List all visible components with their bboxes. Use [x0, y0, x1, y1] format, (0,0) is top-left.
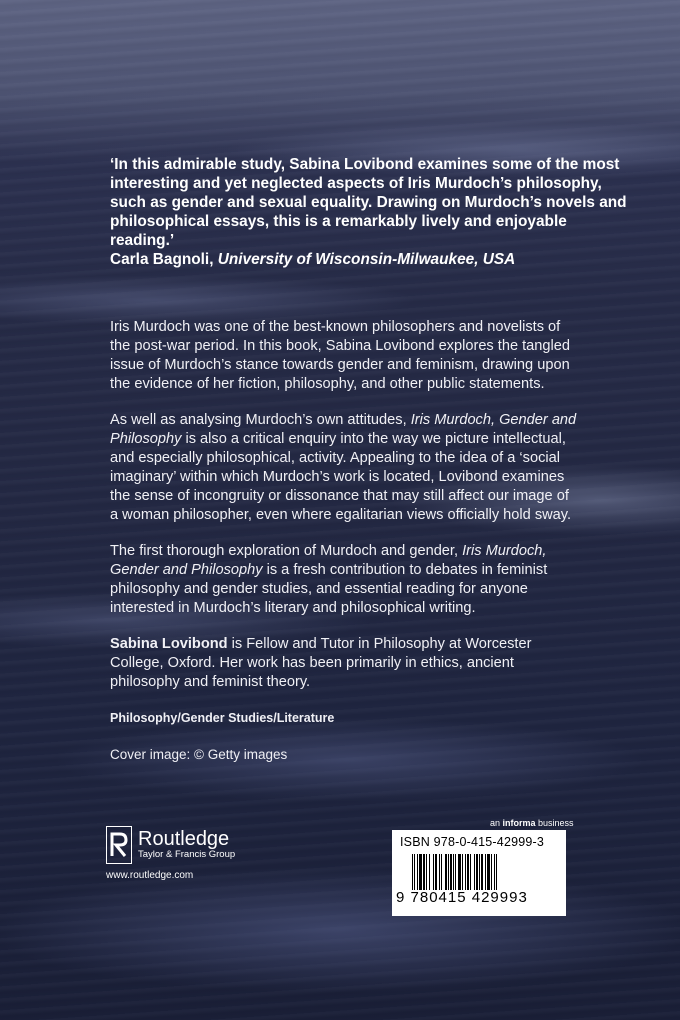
informa-prefix: an [490, 818, 503, 828]
barcode-digits: 9 780415 429993 [396, 889, 528, 906]
publisher-block [106, 826, 246, 881]
book-title: Iris Murdoch, Gender and Philosophy [110, 543, 547, 578]
book-title: Iris Murdoch, Gender and Philosophy [110, 412, 577, 447]
publisher-logo [106, 826, 246, 864]
publisher-url: www.routledge.com [106, 870, 194, 881]
blurb-text: is also a critical enquiry into the way we picture intellectual, and especially philosophical, activity. Appealing to the idea of a ‘social imaginary’ within which Murdoch’s work is located, Lovibond examines the sense of incongruity or dissonance that may still affect our image of a woman philosopher, even where egalitarian views officially hold sway. [110, 431, 572, 523]
isbn-text: ISBN 978-0-415-42999-3 [400, 835, 545, 849]
informa-tagline [490, 818, 574, 828]
informa-suffix: business [535, 818, 574, 828]
informa-brand: informa [502, 818, 536, 828]
endorsement-quote [110, 155, 630, 269]
publisher-name: Routledge [138, 828, 230, 850]
blurb-paragraph-1: Iris Murdoch was one of the best-known philosophers and novelists of the post-war period. In this book, Sabina Lovibond explores the tangled issue of Murdoch’s stance towards gender and feminism, drawing upon the evidence of her fiction, philosophy, and other public statements. [110, 319, 571, 392]
publisher-group: Taylor & Francis Group [138, 849, 236, 860]
cover-credit: Cover image: © Getty images [110, 747, 288, 762]
blurb [110, 318, 580, 781]
quote-author: Carla Bagnoli, [110, 251, 218, 268]
blurb-paragraph-3 [110, 542, 580, 618]
subject-categories: Philosophy/Gender Studies/Literature [110, 711, 335, 725]
author-name: Sabina Lovibond [110, 636, 228, 652]
blurb-text: As well as analysing Murdoch’s own attitudes, [110, 412, 411, 428]
blurb-paragraph-2 [110, 411, 580, 525]
barcode-bars [412, 854, 548, 890]
routledge-logo-icon [106, 826, 132, 864]
isbn-barcode [392, 830, 566, 916]
blurb-text: The first thorough exploration of Murdoch and gender, [110, 543, 463, 559]
quote-affiliation: University of Wisconsin-Milwaukee, USA [217, 251, 516, 268]
author-bio-text: is Fellow and Tutor in Philosophy at Worcester College, Oxford. Her work has been primarily in ethics, ancient philosophy and feminist theory. [110, 636, 532, 690]
quote-attribution [110, 250, 630, 269]
quote-text: ‘In this admirable study, Sabina Lovibond examines some of the most interesting and yet neglected aspects of Iris Murdoch’s philosophy, such as gender and sexual equality. Drawing on Murdoch’s novels and philosophical essays, this is a remarkably lively and enjoyable reading.’ [110, 156, 627, 249]
author-bio [110, 635, 580, 692]
blurb-text: is a fresh contribution to debates in feminist philosophy and gender studies, and essential reading for anyone interested in Murdoch’s literary and philosophical writing. [110, 562, 548, 616]
